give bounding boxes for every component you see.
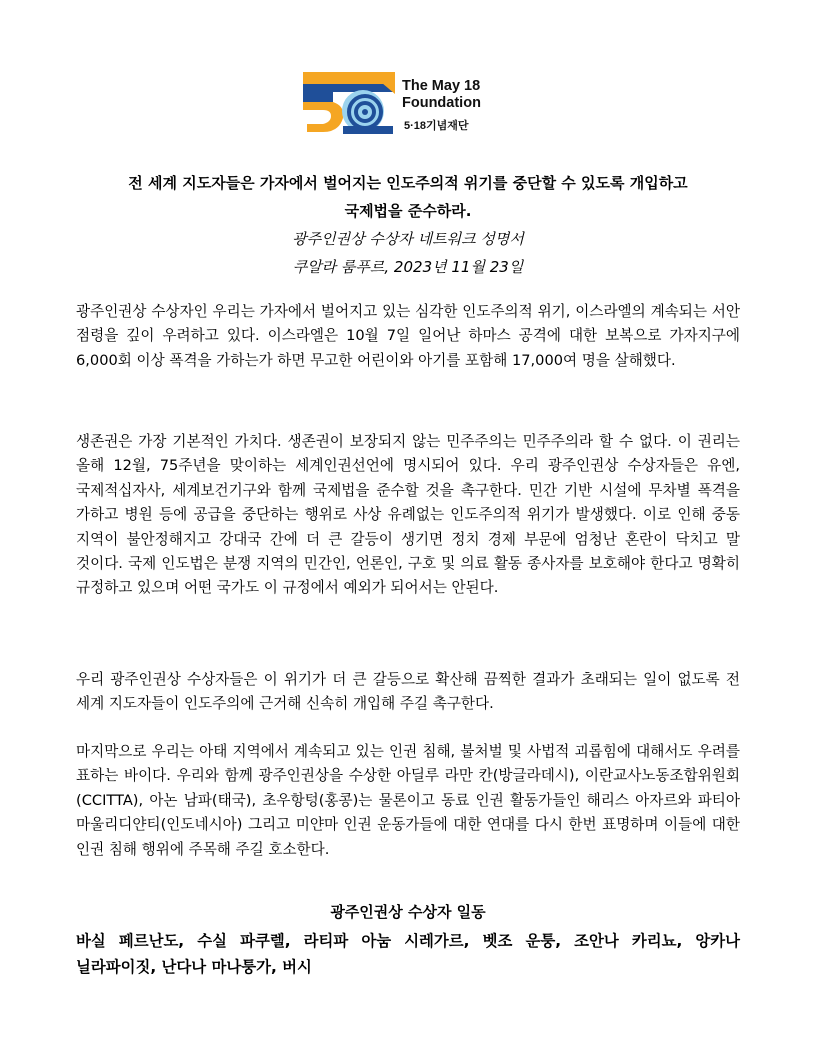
- signature-heading: 광주인권상 수상자 일동: [330, 903, 486, 921]
- logo-korean: 5·18기념재단: [404, 120, 469, 132]
- document-title-line1: 전 세계 지도자들은 가자에서 벌어지는 인도주의적 위기를 중단할 수 있도록 개입하고: [128, 174, 688, 192]
- paragraph: 생존권은 가장 기본적인 가치다. 생존권이 보장되지 않는 민주주의는 민주주의라 할 수 없다. 이 권리는 올해 12월, 75주년을 맞이하는 세계인권선언에 명시되어 있다. 우리 광주인권상 수상자들은 유엔, 국제적십자사, 세계보건기구와 함께 국제법을 준수할 것을 촉구한다. 민간 기반 시설에 무차별 폭격을 가하고 병원 등에 공급을 중단하는 행위로 사상 유례없는 인도주의적 위기가 발생했다. 이로 인해 중동 지역이 불안정해지고 강대국 간에 더 큰 갈등이 생기면 정치 경제 부문에 엄청난 혼란이 닥치고 말 것이다. 국제 인도법은 분쟁 지역의 민간인, 언론인, 구호 및 의료 활동 종사자를 보호해야 한다고 명확히 규정하고 있으며 어떤 국가도 이 규정에서 예외가 되어서는 안된다.: [76, 433, 740, 597]
- logo-title: [402, 78, 481, 112]
- may18-emblem-icon: [303, 72, 399, 134]
- paragraph: 광주인권상 수상자인 우리는 가자에서 벌어지고 있는 심각한 인도주의적 위기, 이스라엘의 계속되는 서안 점령을 깊이 우려하고 있다. 이스라엘은 10월 7일 일어난 하마스 공격에 대한 보복으로 가자지구에 6,000회 이상 폭격을 가하는가 하면 무고한 어린이와 아기를 포함해 17,000여 명을 살해했다.: [76, 303, 740, 369]
- signatory-names: 바실 페르난도, 수실 파쿠렐, 라티파 아눔 시레가르, 벳조 운퉁, 조안나 카리뇨, 앙카나 닐라파이짓, 난다나 마나퉁가, 버시: [76, 932, 740, 976]
- foundation-logo: [303, 72, 513, 134]
- logo-line2: Foundation: [402, 95, 481, 111]
- paragraph: 우리 광주인권상 수상자들은 이 위기가 더 큰 갈등으로 확산해 끔찍한 결과가 초래되는 일이 없도록 전 세계 지도자들이 인도주의에 근거해 신속히 개입해 주길 촉구한다.: [76, 671, 740, 713]
- document-subtitle: 광주인권상 수상자 네트워크 성명서: [292, 230, 524, 248]
- paragraph: 마지막으로 우리는 아태 지역에서 계속되고 있는 인권 침해, 불처벌 및 사법적 괴롭힘에 대해서도 우려를 표하는 바이다. 우리와 함께 광주인권상을 수상한 아딜루 라만 칸(방글라데시), 이란교사노동조합위원회(CCITTA), 아논 남파(태국), 초우항텅(홍콩)는 물론이고 동료 인권 활동가들인 해리스 아자르와 파티아 마울리디얀티(인도네시아) 그리고 미얀마 인권 운동가들에 대한 연대를 다시 한번 표명하며 이들에 대한 인권 침해 행위에 주목해 주길 호소한다.: [76, 743, 740, 858]
- document-title-line2: 국제법을 준수하라.: [344, 202, 472, 220]
- logo-line1: The May 18: [402, 78, 481, 94]
- dateline: 쿠알라 룸푸르, 2023년 11월 23일: [292, 258, 524, 276]
